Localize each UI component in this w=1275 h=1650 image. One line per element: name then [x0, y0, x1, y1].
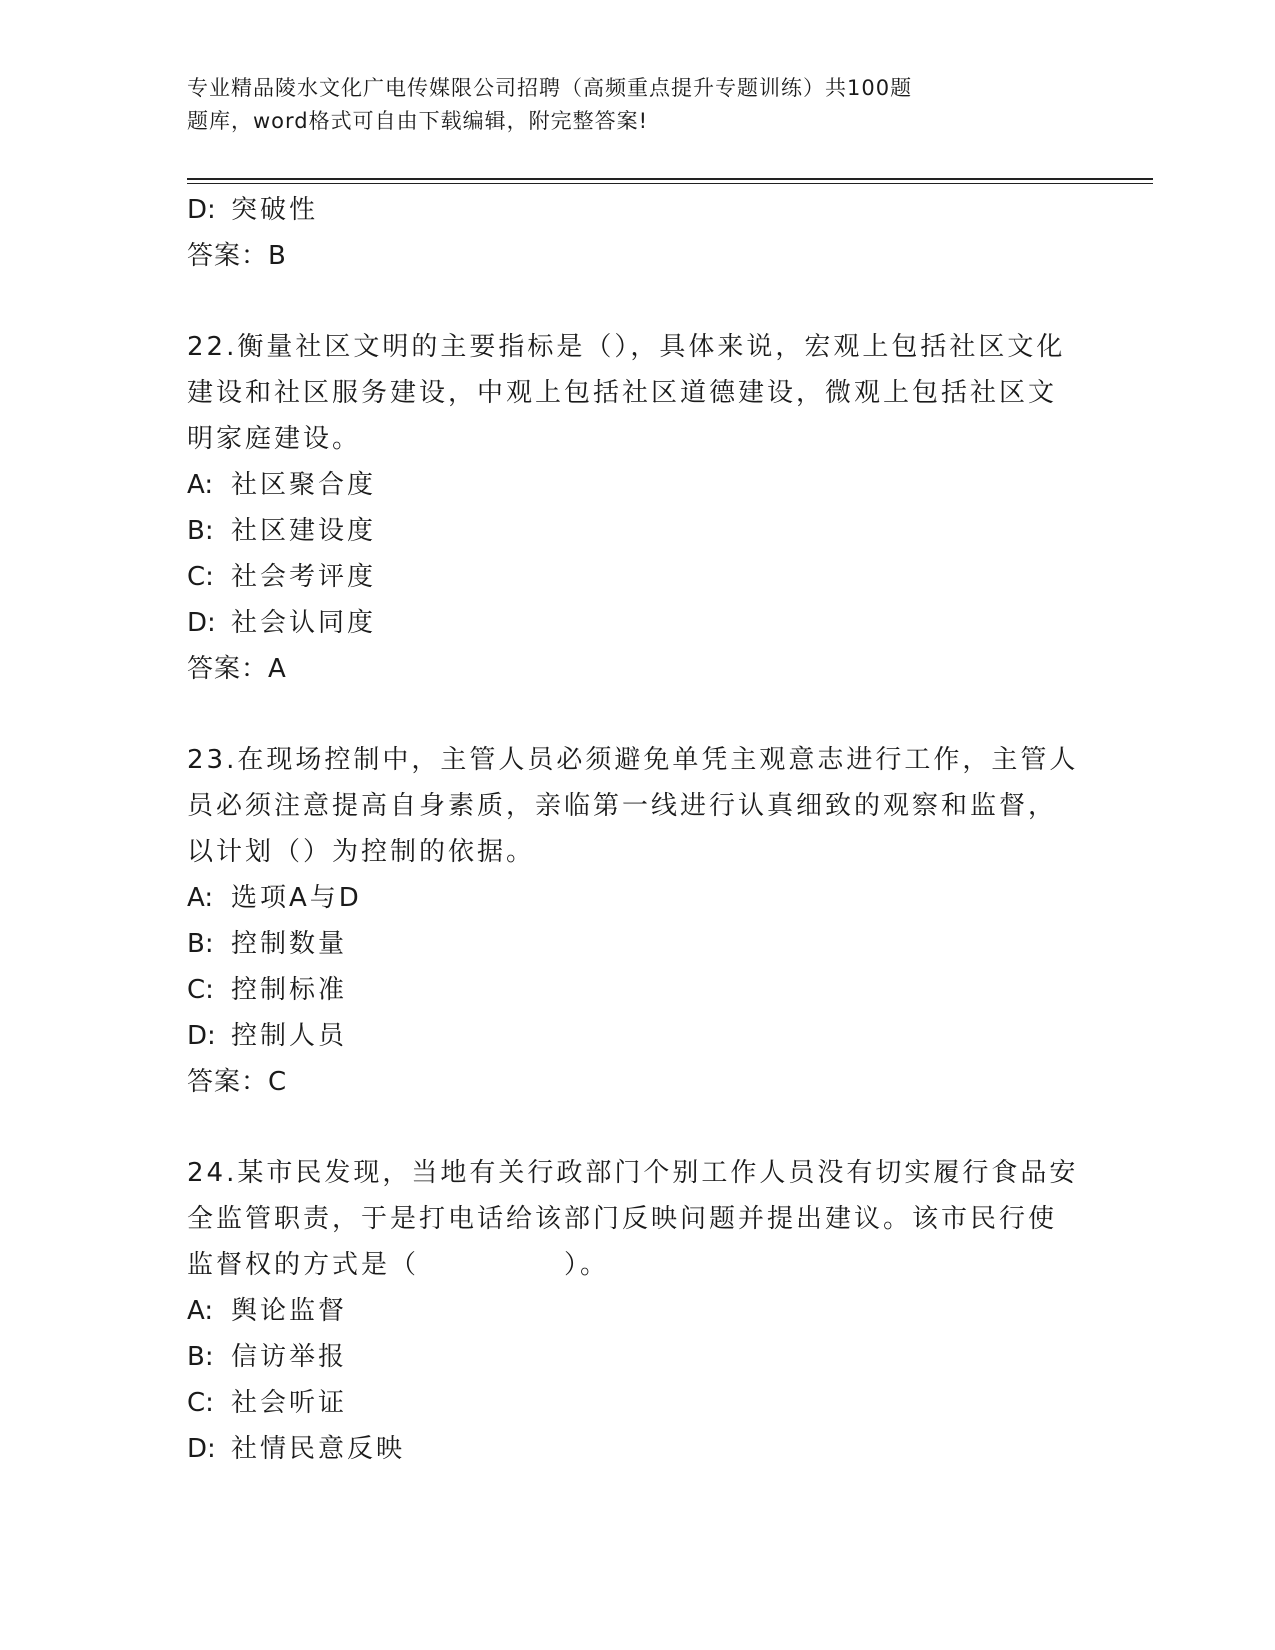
- option-key: C:: [187, 975, 214, 1005]
- option-key: B:: [187, 929, 214, 959]
- option-a: [187, 1288, 1077, 1334]
- option-text: 社区聚合度: [231, 470, 377, 500]
- document-header: [187, 72, 1027, 138]
- question-block-22: [187, 324, 1077, 692]
- option-key: D:: [187, 608, 216, 638]
- spacer: [187, 692, 1077, 737]
- header-title-line-1: 专业精品陵水文化广电传媒限公司招聘（高频重点提升专题训练）共100题: [187, 76, 913, 100]
- question-text-line: 23.在现场控制中，主管人员必须避免单凭主观意志进行工作，主管人: [187, 745, 1079, 775]
- header-title-line-2: 题库，word格式可自由下载编辑，附完整答案!: [187, 109, 649, 133]
- option-c: [187, 967, 1077, 1013]
- question-text-line: 以计划（）为控制的依据。: [187, 837, 536, 867]
- option-text: 突破性: [231, 195, 319, 225]
- option-text: 舆论监督: [231, 1296, 348, 1326]
- option-key: D:: [187, 1021, 216, 1051]
- spacer: [187, 279, 1077, 324]
- option-text: 社区建设度: [231, 516, 377, 546]
- option-key: B:: [187, 516, 214, 546]
- question-text-line: 全监管职责，于是打电话给该部门反映问题并提出建议。该市民行使: [187, 1204, 1058, 1234]
- question-text-line: 员必须注意提高自身素质，亲临第一线进行认真细致的观察和监督，: [187, 791, 1058, 821]
- question-text-line: 22.衡量社区文明的主要指标是（），具体来说，宏观上包括社区文化: [187, 332, 1066, 362]
- option-key: A:: [187, 470, 214, 500]
- option-text: 社情民意反映: [231, 1434, 406, 1464]
- option-text: 社会认同度: [231, 608, 377, 638]
- document-body: [187, 187, 1077, 1472]
- answer-line: 答案：A: [187, 654, 287, 684]
- question-text-line: 监督权的方式是（ ）。: [187, 1250, 610, 1280]
- header-divider-thin: [187, 183, 1153, 184]
- option-d: [187, 1013, 1077, 1059]
- option-d: [187, 187, 1077, 233]
- option-a: [187, 875, 1077, 921]
- answer-line: 答案：B: [187, 241, 287, 271]
- answer-line: 答案：C: [187, 1067, 288, 1097]
- option-key: D:: [187, 195, 216, 225]
- option-a: [187, 462, 1077, 508]
- option-b: [187, 921, 1077, 967]
- option-b: [187, 508, 1077, 554]
- option-text: 控制人员: [231, 1021, 348, 1051]
- option-key: D:: [187, 1434, 216, 1464]
- option-d: [187, 1426, 1077, 1472]
- option-key: A:: [187, 1296, 214, 1326]
- option-text: 控制标准: [231, 975, 348, 1005]
- option-key: B:: [187, 1342, 214, 1372]
- spacer: [187, 1105, 1077, 1150]
- option-text: 社会考评度: [231, 562, 377, 592]
- option-b: [187, 1334, 1077, 1380]
- option-d: [187, 600, 1077, 646]
- option-text: 社会听证: [231, 1388, 348, 1418]
- question-block-21: [187, 187, 1077, 279]
- option-c: [187, 554, 1077, 600]
- option-key: A:: [187, 883, 214, 913]
- question-block-23: [187, 737, 1077, 1105]
- option-text: 控制数量: [231, 929, 348, 959]
- option-c: [187, 1380, 1077, 1426]
- option-key: C:: [187, 562, 214, 592]
- option-text: 信访举报: [231, 1342, 348, 1372]
- question-text-line: 24.某市民发现，当地有关行政部门个别工作人员没有切实履行食品安: [187, 1158, 1079, 1188]
- question-text-line: 建设和社区服务建设，中观上包括社区道德建设，微观上包括社区文: [187, 378, 1058, 408]
- header-divider-thick: [187, 178, 1153, 180]
- option-text: 选项A与D: [231, 883, 362, 913]
- option-key: C:: [187, 1388, 214, 1418]
- question-text-line: 明家庭建设。: [187, 424, 362, 454]
- question-block-24: [187, 1150, 1077, 1472]
